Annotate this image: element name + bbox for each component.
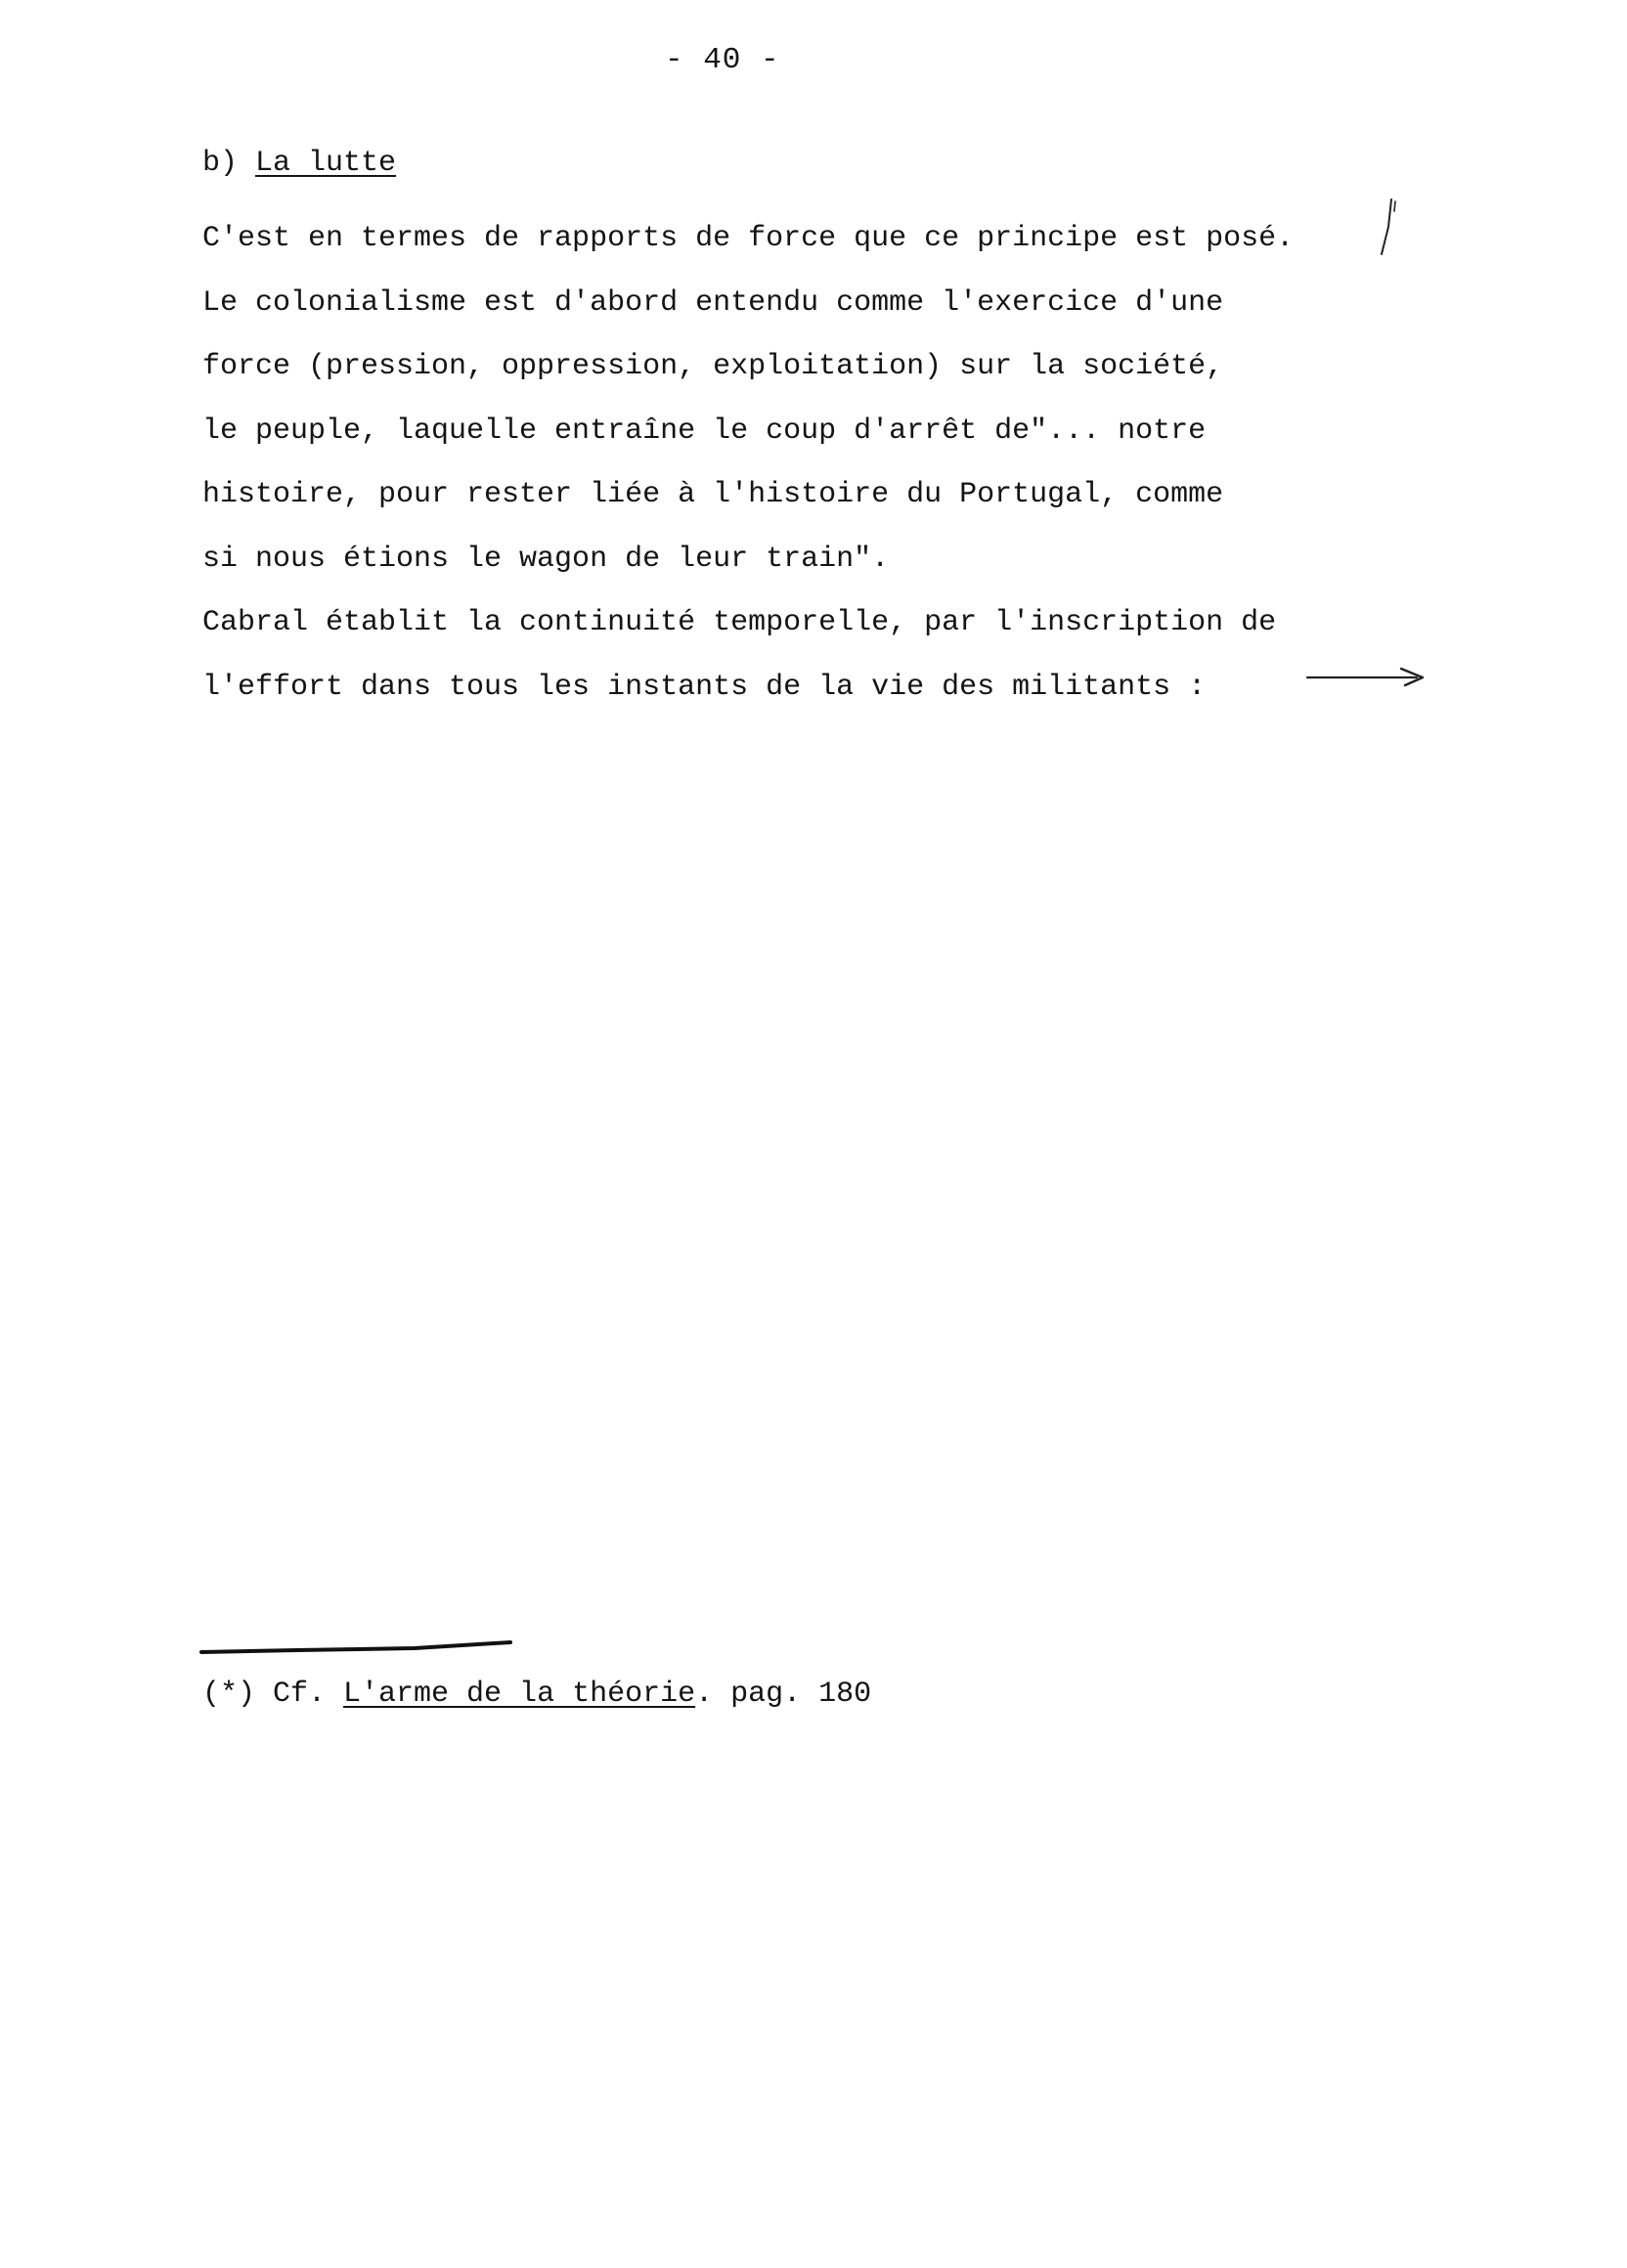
- body-line: le peuple, laquelle entraîne le coup d'arrêt de"... notre: [202, 414, 1207, 448]
- body-line: Le colonialisme est d'abord entendu comme l'exercice d'une: [202, 285, 1224, 320]
- body-line: l'effort dans tous les instants de la vie des militants :: [202, 670, 1224, 704]
- footnote: [202, 1675, 871, 1714]
- section-title: La lutte: [255, 147, 397, 180]
- body-paragraph: [202, 207, 1294, 720]
- handwritten-mark-icon: [1376, 197, 1399, 258]
- continue-arrow-icon: [1303, 661, 1430, 690]
- body-line: force (pression, oppression, exploitation) sur la société,: [202, 350, 1224, 383]
- body-line: C'est en termes de rapports de force que ce principe est posé.: [202, 222, 1295, 255]
- footnote-suffix: . pag. 180: [695, 1678, 872, 1711]
- body-line: si nous étions le wagon de leur train".: [202, 542, 890, 576]
- footnote-title: L'arme de la théorie: [343, 1678, 696, 1711]
- body-line: histoire, pour rester liée à l'histoire du Portugal, comme: [202, 478, 1224, 511]
- footnote-marker: (*) Cf.: [202, 1678, 344, 1711]
- section-heading: [202, 144, 396, 183]
- page-number: - 40 -: [665, 43, 780, 77]
- footnote-rule: [199, 1638, 512, 1656]
- body-line: Cabral établit la continuité temporelle, par l'inscription de: [202, 606, 1277, 639]
- section-label: b): [202, 147, 256, 180]
